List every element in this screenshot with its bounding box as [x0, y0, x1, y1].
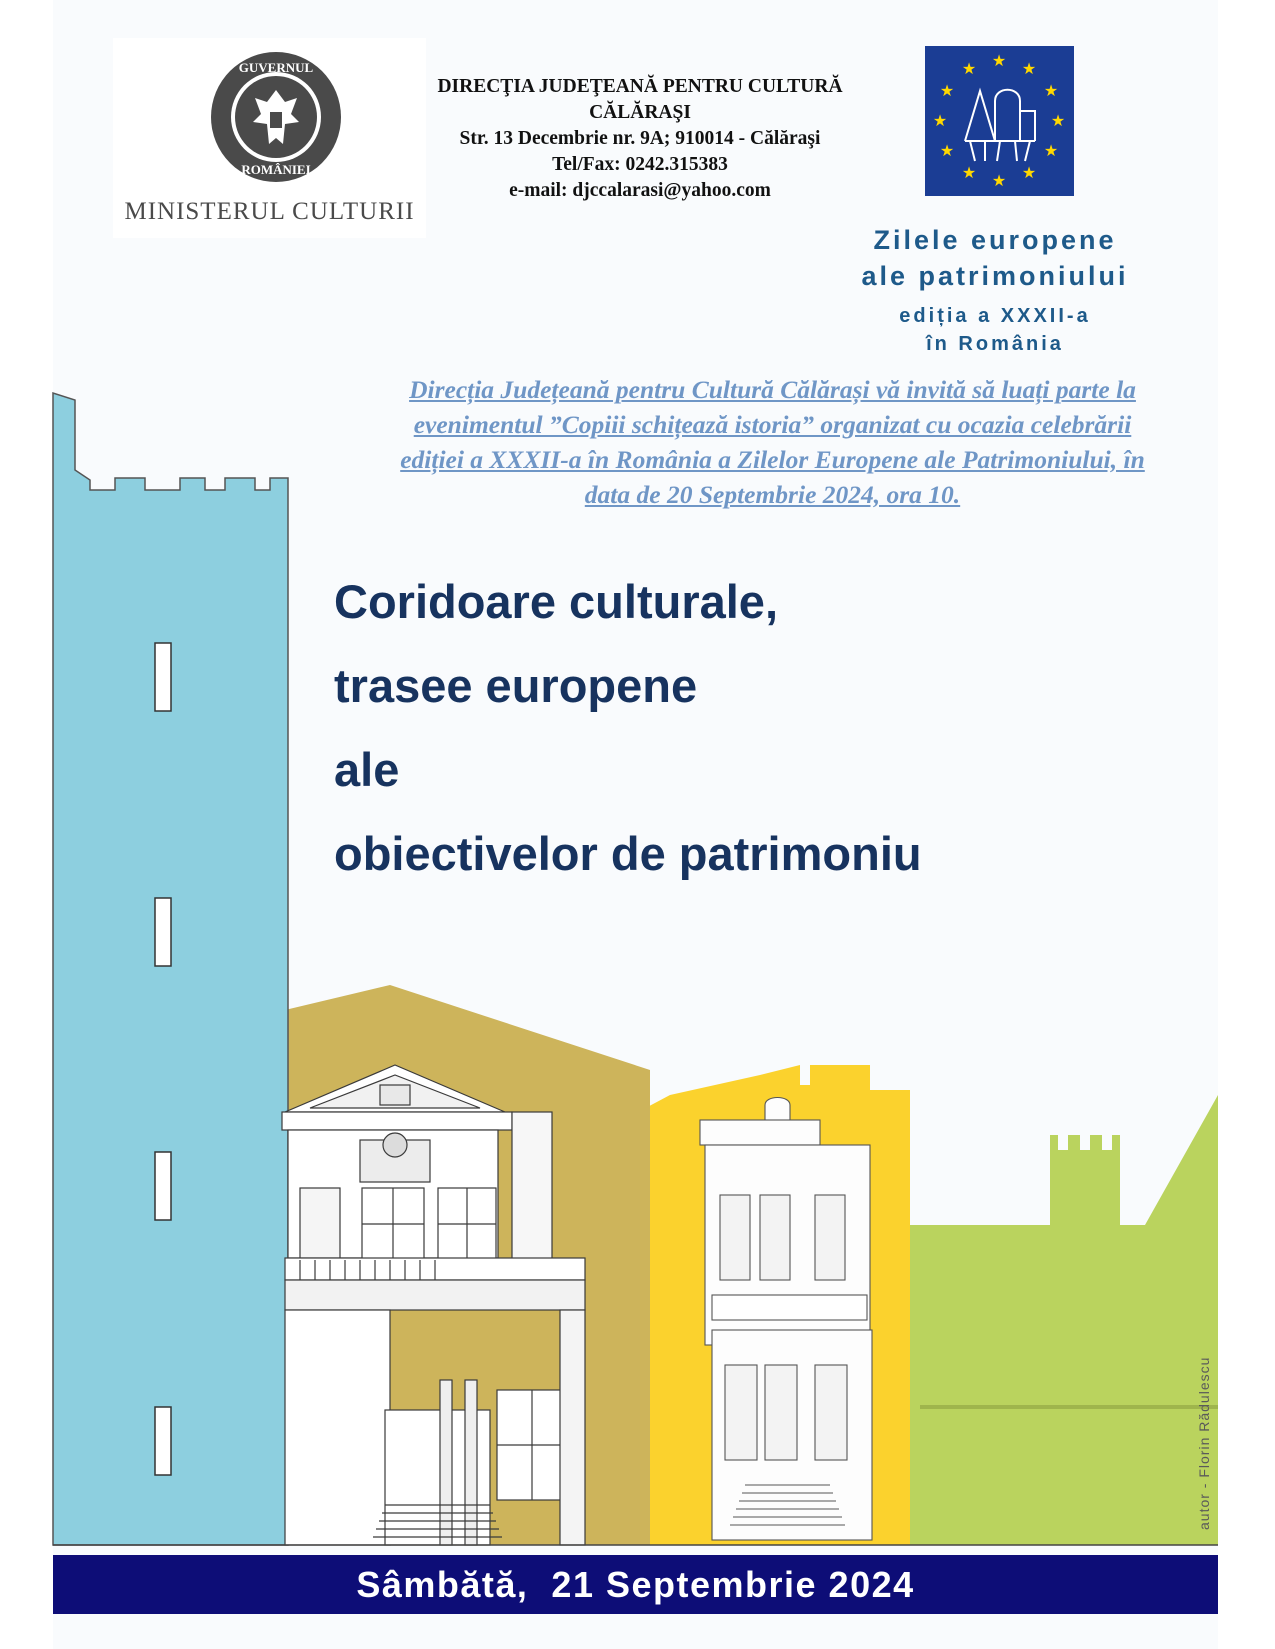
invitation-text[interactable]: [300, 372, 1245, 512]
blue-tower: [53, 393, 288, 1545]
headline-line4: obiectivelor de patrimoniu: [334, 827, 922, 880]
svg-text:★: ★: [961, 59, 977, 78]
svg-text:★: ★: [991, 171, 1007, 190]
svg-text:★: ★: [1043, 141, 1059, 160]
directorate-address: Str. 13 Decembrie nr. 9A; 910014 - Călăraşi: [459, 128, 821, 149]
invitation-line3: ediției a XXXII-a în România a Zilelor Europene ale Patrimoniului, în: [400, 445, 1145, 474]
invitation-line4: data de 20 Septembrie 2024, ora 10.: [584, 480, 961, 509]
svg-text:★: ★: [1050, 111, 1066, 130]
svg-text:★: ★: [939, 141, 955, 160]
headline-line2: trasee europene: [334, 659, 698, 712]
ministry-name: MINISTERUL CULTURII: [124, 198, 415, 225]
european-heritage-days-logo-icon: [925, 46, 1074, 196]
green-castle: [910, 1095, 1218, 1545]
directorate-phone: Tel/Fax: 0242.315383: [552, 154, 728, 175]
svg-text:★: ★: [932, 111, 948, 130]
directorate-name-line2: CĂLĂRAŞI: [589, 102, 691, 123]
headline-line1: Coridoare culturale,: [334, 575, 778, 628]
svg-text:★: ★: [1021, 163, 1037, 182]
poster-headline: [334, 560, 922, 896]
heritage-days-title: [800, 222, 1190, 358]
eclectic-building: [700, 1098, 872, 1541]
edition-line2: în România: [926, 333, 1064, 355]
edition-line1: ediția a XXXII-a: [899, 305, 1091, 327]
svg-text:★: ★: [1043, 81, 1059, 100]
directorate-email: e-mail: djccalarasi@yahoo.com: [509, 180, 771, 201]
svg-text:★: ★: [961, 163, 977, 182]
seal-text-bottom: ROMÂNIEI: [241, 162, 311, 177]
romanian-coat-of-arms-icon: [209, 50, 343, 184]
svg-text:★: ★: [939, 81, 955, 100]
directorate-name-line1: DIRECŢIA JUDEŢEANĂ PENTRU CULTURĂ: [437, 76, 843, 97]
headline-line3: ale: [334, 743, 400, 796]
author-credit: autor - Florin Rădulescu: [1196, 1356, 1212, 1530]
seal-text-top: GUVERNUL: [238, 60, 314, 75]
event-name-line1: Zilele europene: [873, 225, 1117, 255]
svg-text:★: ★: [1021, 59, 1037, 78]
event-date-banner: Sâmbătă, 21 Septembrie 2024: [53, 1555, 1218, 1614]
event-name-line2: ale patrimoniului: [861, 261, 1129, 291]
directorate-contact-block: [380, 74, 900, 204]
invitation-line2: evenimentul ”Copiii schițează istoria” organizat cu ocazia celebrării: [413, 410, 1132, 439]
invitation-line1: Direcția Județeană pentru Cultură Călărași vă invită să luați parte la: [409, 375, 1136, 404]
svg-text:★: ★: [991, 51, 1007, 70]
neoclassical-building: [282, 1065, 585, 1545]
